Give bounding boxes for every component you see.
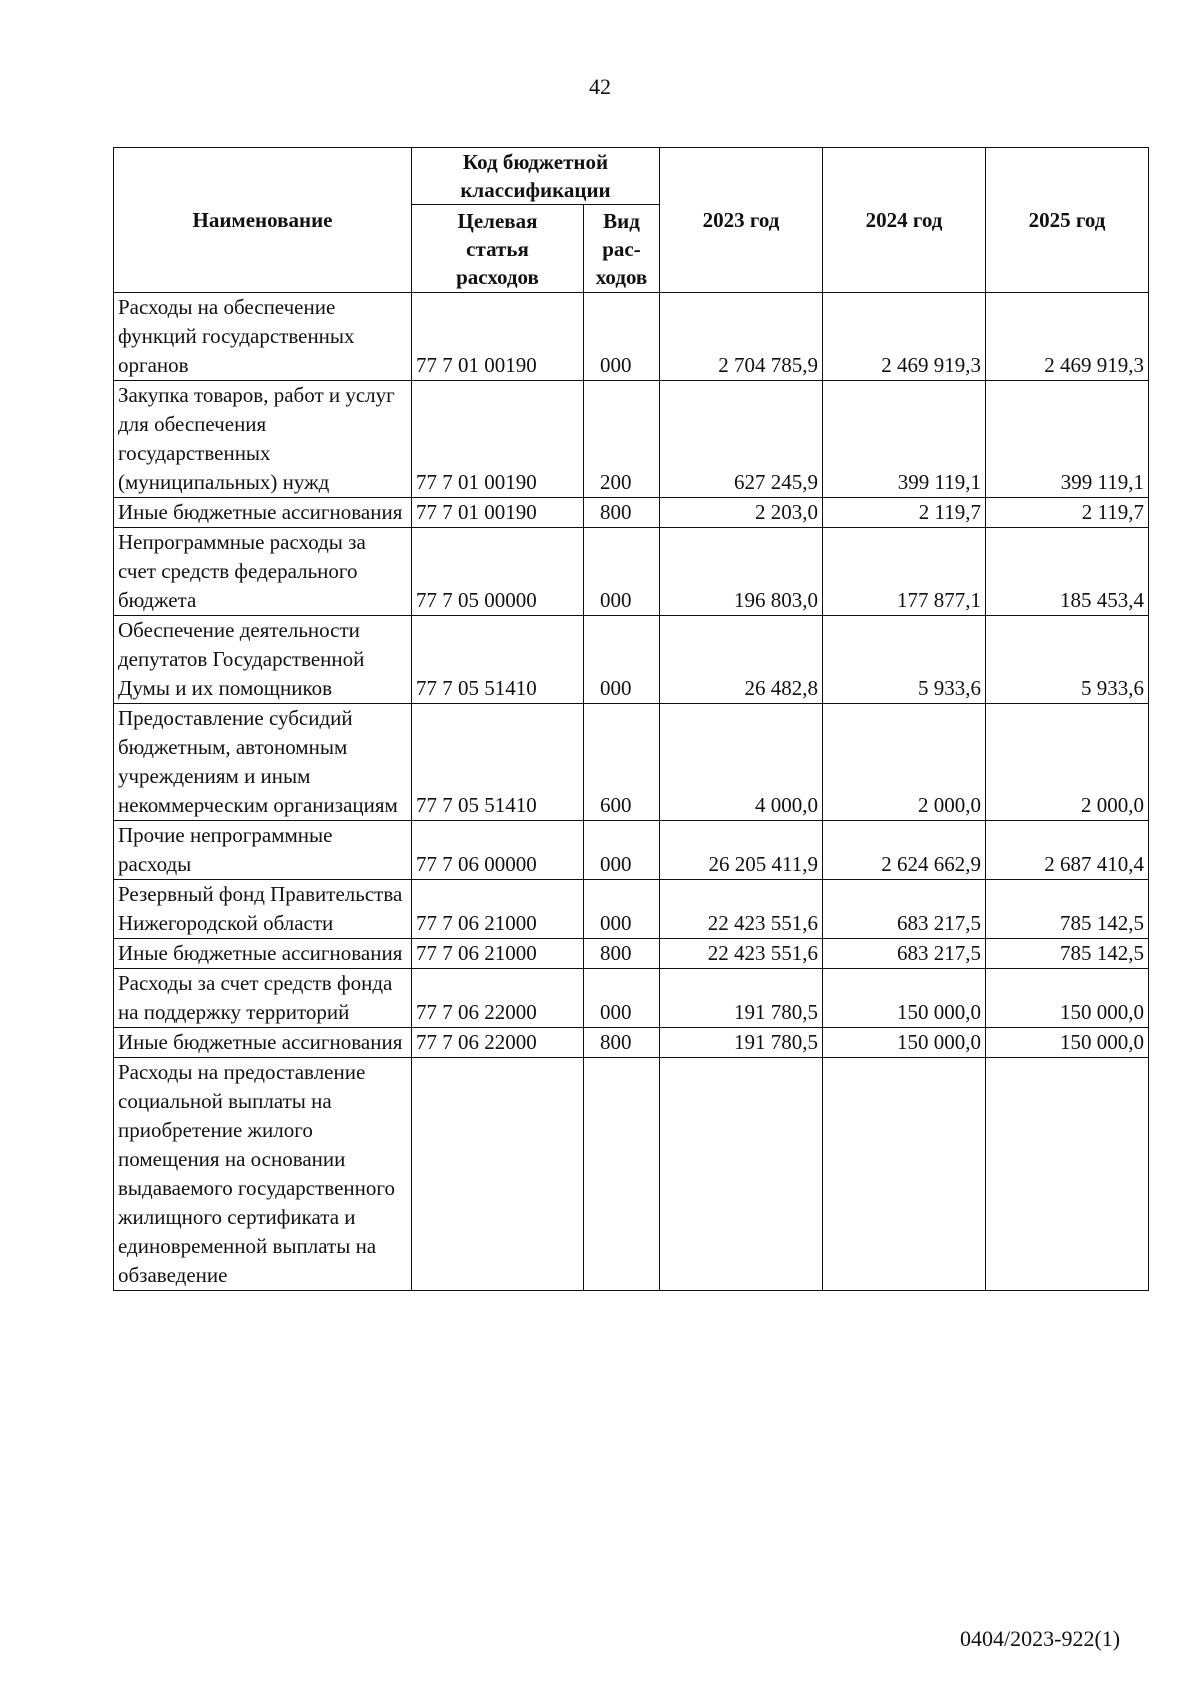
cell-2024: 177 877,1: [823, 528, 986, 616]
cell-2023: 627 245,9: [660, 381, 823, 498]
cell-name: Расходы на предоставление социальной выплаты на приобретение жилого помещения на основании выдаваемого государственного жилищного сертификата и единовременной выплаты на обзаведение: [114, 1058, 412, 1291]
cell-2025: 2 687 410,4: [986, 821, 1149, 880]
cell-name: Расходы на обеспечение функций государственных органов: [114, 293, 412, 381]
cell-2025: 785 142,5: [986, 939, 1149, 969]
cell-expense-kind: 000: [584, 880, 660, 939]
cell-expense-kind: [584, 1058, 660, 1291]
cell-expense-kind: 800: [584, 939, 660, 969]
cell-2023: 191 780,5: [660, 969, 823, 1028]
cell-2023: [660, 1058, 823, 1291]
cell-2024: 5 933,6: [823, 616, 986, 704]
cell-2024: [823, 1058, 986, 1291]
cell-2023: 26 482,8: [660, 616, 823, 704]
cell-target-code: 77 7 06 21000: [412, 880, 584, 939]
cell-2025: 185 453,4: [986, 528, 1149, 616]
table-row: [114, 528, 1149, 616]
cell-target-code: 77 7 01 00190: [412, 293, 584, 381]
cell-2024: 683 217,5: [823, 880, 986, 939]
cell-2024: 2 469 919,3: [823, 293, 986, 381]
cell-2023: 22 423 551,6: [660, 880, 823, 939]
cell-name: Закупка товаров, работ и услуг для обеспечения государственных (муниципальных) нужд: [114, 381, 412, 498]
cell-expense-kind: 000: [584, 821, 660, 880]
table-row: [114, 969, 1149, 1028]
cell-2025: [986, 1058, 1149, 1291]
cell-name: Непрограммные расходы за счет средств федерального бюджета: [114, 528, 412, 616]
cell-name: Прочие непрограммные расходы: [114, 821, 412, 880]
cell-expense-kind: 000: [584, 293, 660, 381]
cell-name: Резервный фонд Правительства Нижегородской области: [114, 880, 412, 939]
page-number: 42: [589, 74, 611, 99]
cell-2025: 150 000,0: [986, 969, 1149, 1028]
cell-target-code: 77 7 05 51410: [412, 704, 584, 821]
cell-2024: 150 000,0: [823, 1028, 986, 1058]
header-code-group: Код бюджетной классификации: [412, 148, 660, 205]
cell-target-code: 77 7 01 00190: [412, 381, 584, 498]
table-row: [114, 704, 1149, 821]
budget-table: [113, 147, 1149, 1291]
cell-2023: 22 423 551,6: [660, 939, 823, 969]
table-row: [114, 821, 1149, 880]
header-target: Целевая статья расходов: [412, 205, 584, 293]
cell-2023: 2 704 785,9: [660, 293, 823, 381]
cell-target-code: 77 7 06 21000: [412, 939, 584, 969]
cell-target-code: 77 7 05 51410: [412, 616, 584, 704]
header-kind: Вид рас-ходов: [584, 205, 660, 293]
cell-2025: 2 000,0: [986, 704, 1149, 821]
cell-2025: 399 119,1: [986, 381, 1149, 498]
cell-2024: 399 119,1: [823, 381, 986, 498]
cell-2024: 2 624 662,9: [823, 821, 986, 880]
cell-2023: 2 203,0: [660, 498, 823, 528]
header-2025: 2025 год: [986, 148, 1149, 293]
table-body: [114, 293, 1149, 1291]
table-row: [114, 498, 1149, 528]
cell-2025: 2 469 919,3: [986, 293, 1149, 381]
table-row: [114, 880, 1149, 939]
cell-2025: 150 000,0: [986, 1028, 1149, 1058]
cell-expense-kind: 000: [584, 969, 660, 1028]
cell-expense-kind: 000: [584, 616, 660, 704]
header-2024: 2024 год: [823, 148, 986, 293]
cell-2023: 196 803,0: [660, 528, 823, 616]
cell-2024: 683 217,5: [823, 939, 986, 969]
cell-expense-kind: 000: [584, 528, 660, 616]
cell-2023: 26 205 411,9: [660, 821, 823, 880]
table-row: [114, 381, 1149, 498]
cell-target-code: [412, 1058, 584, 1291]
cell-name: Расходы за счет средств фонда на поддержку территорий: [114, 969, 412, 1028]
header-2023: 2023 год: [660, 148, 823, 293]
cell-expense-kind: 200: [584, 381, 660, 498]
table-header: [114, 148, 1149, 293]
cell-2025: 2 119,7: [986, 498, 1149, 528]
header-name: Наименование: [114, 148, 412, 293]
table-row: [114, 1028, 1149, 1058]
table-row: [114, 616, 1149, 704]
cell-name: Предоставление субсидий бюджетным, автономным учреждениям и иным некоммерческим организациям: [114, 704, 412, 821]
cell-expense-kind: 800: [584, 1028, 660, 1058]
cell-target-code: 77 7 01 00190: [412, 498, 584, 528]
cell-name: Иные бюджетные ассигнования: [114, 1028, 412, 1058]
cell-name: Иные бюджетные ассигнования: [114, 498, 412, 528]
cell-2025: 5 933,6: [986, 616, 1149, 704]
cell-2024: 2 000,0: [823, 704, 986, 821]
cell-expense-kind: 600: [584, 704, 660, 821]
cell-2023: 191 780,5: [660, 1028, 823, 1058]
table-row: [114, 1058, 1149, 1291]
cell-2025: 785 142,5: [986, 880, 1149, 939]
cell-target-code: 77 7 05 00000: [412, 528, 584, 616]
document-code: 0404/2023-922(1): [960, 1626, 1121, 1651]
cell-target-code: 77 7 06 22000: [412, 969, 584, 1028]
cell-2023: 4 000,0: [660, 704, 823, 821]
cell-2024: 2 119,7: [823, 498, 986, 528]
table-row: [114, 293, 1149, 381]
cell-name: Обеспечение деятельности депутатов Государственной Думы и их помощников: [114, 616, 412, 704]
cell-expense-kind: 800: [584, 498, 660, 528]
cell-target-code: 77 7 06 00000: [412, 821, 584, 880]
cell-name: Иные бюджетные ассигнования: [114, 939, 412, 969]
table-row: [114, 939, 1149, 969]
cell-target-code: 77 7 06 22000: [412, 1028, 584, 1058]
cell-2024: 150 000,0: [823, 969, 986, 1028]
